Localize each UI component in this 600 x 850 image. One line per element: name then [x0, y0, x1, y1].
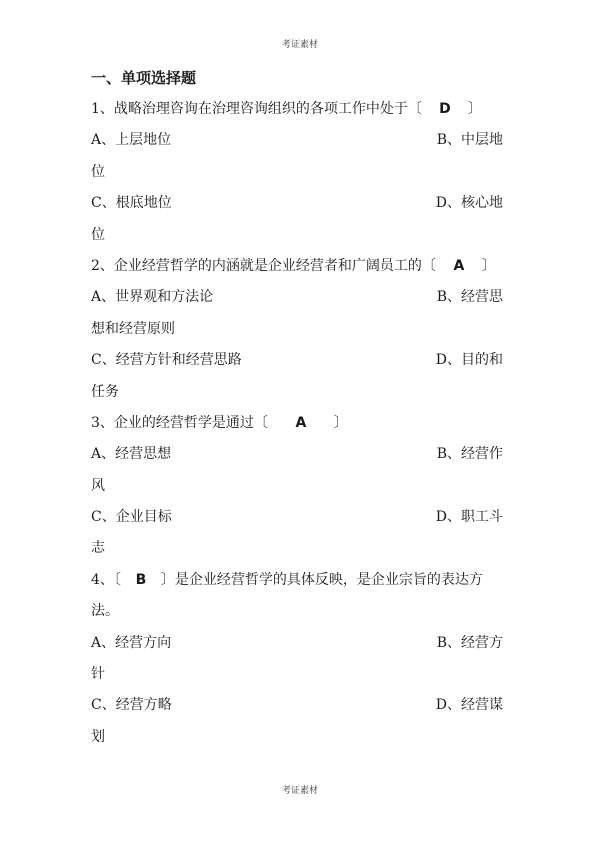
option-d: D、核心地 [435, 195, 503, 212]
option-row [91, 628, 503, 659]
option-b: B、经营作 [436, 446, 503, 463]
option-c: C、经营方略 [91, 697, 172, 714]
option-a: A、世界观和方法论 [91, 289, 214, 306]
option-a: A、上层地位 [91, 132, 172, 149]
question-stem-text: 〕是企业经营哲学的具体反映，是企业宗旨的表达方 [160, 571, 483, 588]
option-a: A、经营方向 [91, 634, 172, 651]
option-row [91, 690, 503, 721]
option-d-wrap: 志 [91, 540, 105, 557]
option-c: C、企业目标 [91, 509, 172, 526]
question-stem [91, 251, 503, 282]
option-row [91, 439, 503, 470]
question-stem [91, 408, 503, 439]
question-stem-text: 1、战略治理咨询在治理咨询组织的各项工作中处于〔 [91, 101, 422, 117]
answer-letter: A [453, 257, 465, 274]
document-body [91, 63, 503, 753]
option-row [91, 502, 503, 533]
question-stem-text: 2、企业经营哲学的内涵就是企业经营者和广阔员工的〔 [91, 257, 436, 274]
option-b-wrap: 想和经营原则 [91, 320, 175, 337]
option-b: B、中层地 [436, 132, 503, 149]
question-stem-text: 3、企业的经营哲学是通过〔 [91, 414, 268, 431]
section-title: 一、单项选择题 [91, 69, 197, 87]
option-b-wrap: 针 [91, 666, 105, 683]
question-stem-open: 4、〔 [91, 571, 121, 588]
page-footer: 考证素材 [281, 786, 318, 796]
option-c: C、根底地位 [91, 195, 172, 212]
option-d-wrap: 划 [91, 728, 105, 745]
question-stem [91, 565, 503, 596]
answer-letter: D [439, 101, 451, 117]
question-stem-close: 〕 [481, 257, 496, 274]
question-stem [91, 94, 503, 125]
option-row [91, 188, 503, 219]
answer-letter: B [135, 571, 147, 588]
option-d: D、职工斗 [435, 509, 503, 526]
option-d-wrap: 位 [91, 226, 105, 243]
question-stem-wrap: 法。 [91, 603, 119, 620]
option-a: A、经营思想 [91, 446, 172, 463]
page-header: 考证素材 [281, 40, 318, 50]
option-d-wrap: 任务 [91, 383, 119, 400]
option-row [91, 125, 503, 156]
option-b: B、经营方 [436, 634, 503, 651]
option-d: D、经营谋 [435, 697, 503, 714]
option-row [91, 345, 503, 376]
option-d: D、目的和 [435, 352, 503, 369]
option-b-wrap: 位 [91, 163, 105, 180]
option-c: C、经营方针和经营思路 [91, 352, 242, 369]
question-stem-close: 〕 [467, 101, 482, 117]
question-stem-close: 〕 [333, 414, 348, 431]
option-b-wrap: 风 [91, 477, 105, 494]
answer-letter: A [295, 414, 307, 431]
option-row [91, 282, 503, 313]
option-b: B、经营思 [436, 289, 503, 306]
